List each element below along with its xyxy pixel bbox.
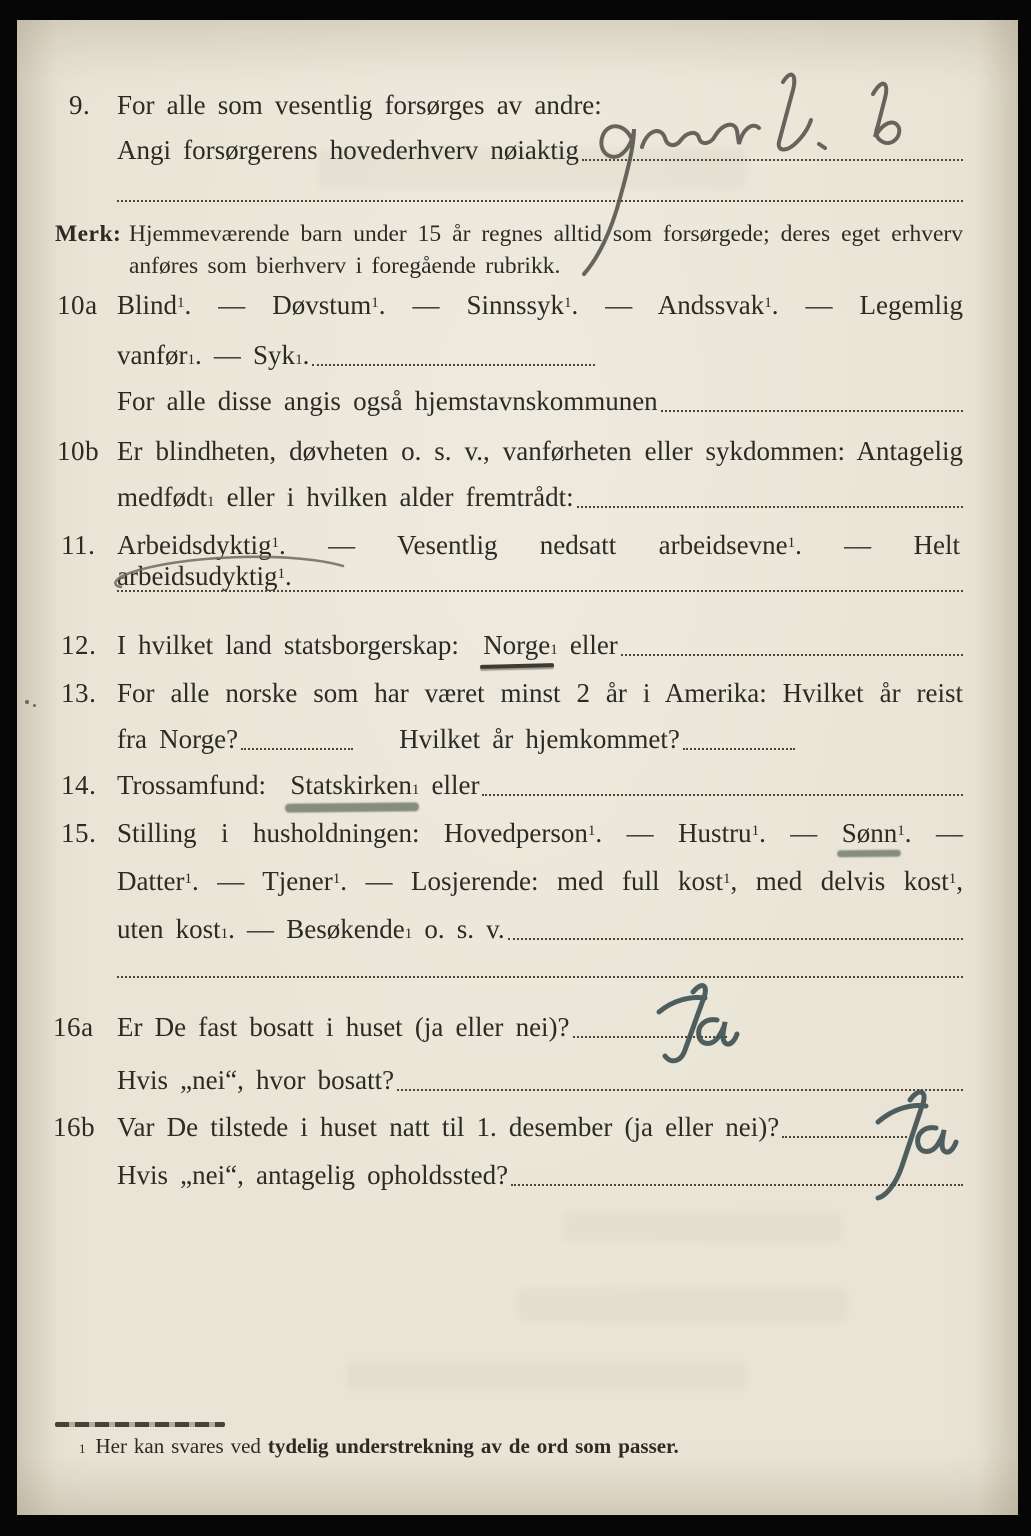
option-vanfor: vanfør [117,340,188,370]
footnote-text: Her kan svares ved [95,1434,268,1458]
q9-text: For alle som vesentlig forsørges av andre: [117,90,602,120]
q16a-text: Er De fast bosatt i huset (ja eller nei)? [117,1012,570,1042]
q13-fra-norge: fra Norge? [117,724,239,754]
question-number-10b: 10b [57,436,100,466]
footnote-marker: 1 [271,535,279,551]
q11-mid2: . — Helt arbeidsudyktig [117,530,960,591]
q16b-hvis-nei: Hvis „nei“, antagelig opholdssted? [117,1160,509,1190]
footnote-marker: 1 [184,871,192,887]
q10a-line1 [117,290,963,321]
option-statskirken-underlined: Statskirken [290,770,412,800]
footnote-divider [55,1422,225,1427]
footnote-marker: 1 [177,295,185,311]
merk-label: Merk: [55,221,122,247]
question-number-9: 9. [69,90,91,120]
q15-line2 [117,866,963,897]
bleed-through-smudge [562,1212,842,1242]
option-uten-kost: uten kost [117,914,221,944]
separator: . — [191,866,263,896]
option-sinnssyk: Sinnssyk [466,290,565,320]
separator: . — [771,290,860,320]
answer-line-year-left [241,747,353,750]
separator: . — [184,290,273,320]
bleed-through-smudge [517,1288,847,1322]
q16a-line2 [117,1065,963,1096]
q14-eller: eller [419,770,480,800]
q14-line1: Trossamfund: Statskirken 1 eller [117,770,963,801]
question-number-10a: 10a [57,290,98,320]
option-datter: Datter [117,866,185,896]
stray-pencil-mark [33,704,36,707]
option-arbeidsdyktig: Arbeidsdyktig [117,530,272,560]
option-legemlig: Legemlig [859,290,963,320]
q10b-line2: medfødt 1 eller i hvilken alder fremtrådt: [117,482,963,513]
answer-line-q10a [312,363,595,366]
handwritten-answer-ja-16a [629,978,744,1078]
question-number-16a: 16a [53,1012,94,1042]
q16b-line2 [117,1160,963,1191]
q15-line3: uten kost 1 . — Besøkende 1 o. s. v. [117,914,963,945]
q10a-line2: vanfør 1 . — Syk 1 . [117,340,595,371]
q16a-hvis-nei: Hvis „nei“, hvor bosatt? [117,1065,395,1095]
option-sonn-underlined: Sønn [841,818,898,848]
option-delvis-kost: , med delvis kost [730,866,949,896]
separator: . — [194,340,254,370]
comma: , [956,866,963,896]
q14-prompt: Trossamfund: [117,770,291,800]
question-number-11: 11. [61,530,96,560]
option-norge-underlined: Norge [483,630,551,660]
footnote-marker: 1 [587,823,596,839]
period: . [284,561,292,591]
answer-line-kommune [661,409,963,412]
q15-osv: o. s. v. [412,914,505,944]
footnote: 1 Her kan svares ved tydelig understrekning av de ord som passer. [79,1434,679,1458]
q10b-line1 [117,436,963,467]
q10a-line3 [117,386,963,417]
period: . [302,340,310,370]
footnote-marker: 1 [332,871,341,887]
bleed-through-smudge [347,1362,747,1390]
merk-text2: anføres som bierhverv i foregående rubrikk. [129,253,561,279]
q12-line1: I hvilket land statsborgerskap: Norge 1 eller [117,630,963,661]
question-number-15: 15. [61,818,97,848]
footnote-marker: 1 [277,566,285,582]
answer-line-q12 [621,653,963,656]
footnote-marker: 1 [722,871,731,887]
option-medfodt: medfødt [117,482,207,512]
q10a-kommune-prompt: For alle disse angis også hjemstavnskommunen [117,386,658,416]
option-hustru: Hustru [678,818,752,848]
answer-line-year-home [683,747,795,750]
q15-tail-dash: . — [904,818,963,848]
footnote-marker: 1 [751,823,760,839]
question-number-13: 13. [61,678,97,708]
merk-text1: Hjemmeværende barn under 15 år regnes alltid som forsørgede; deres eget erhverv [129,221,963,247]
q12-eller: eller [557,630,618,660]
answer-line-q10b [577,505,963,508]
footnote-marker: 1 [564,295,572,311]
q15-line1 [117,818,963,849]
option-blind: Blind [117,290,178,320]
option-syk: Syk [253,340,296,370]
question-number-12: 12. [61,630,97,660]
q13-hjemkommet: Hvilket år hjemkommet? [399,724,680,754]
answer-line-q15 [508,937,963,940]
q13-line1 [117,678,963,709]
separator: . — [378,290,467,320]
q12-prompt: I hvilket land statsborgerskap: [117,630,484,660]
answer-line-q14 [482,793,963,796]
footnote-marker: 1 [371,295,379,311]
q11-mid1: . — Vesentlig nedsatt arbeidsevne [279,530,788,560]
q16b-line1 [117,1112,907,1143]
q10b-text2: eller i hvilken alder fremtrådt: [214,482,574,512]
handwritten-answer-ja-16b [852,1082,967,1202]
blank-answer-line [117,580,963,592]
q13-line2 [117,724,963,755]
q16b-text: Var De tilstede i huset natt til 1. desember (ja eller nei)? [117,1112,780,1142]
option-besokende: . — Besøkende [228,914,405,944]
q13-text: For alle norske som har været minst 2 år i Amerika: Hvilket år reist [117,678,963,708]
footnote-marker: 1 [948,871,957,887]
blank-answer-line [117,966,963,978]
footnote-marker: 1 [787,535,796,551]
footnote-marker: 1 [897,823,905,839]
footnote-bold-text: tydelig understrekning av de ord som passer. [267,1434,679,1458]
q9-prompt: Angi forsørgerens hovederhverv nøiaktig [117,135,579,165]
q15-prompt: Stilling i husholdningen: Hovedperson [117,818,588,848]
separator: . — [571,290,658,320]
census-form-page [17,20,1018,1515]
separator: . — [340,866,411,896]
handwritten-answer-gaardbr [572,62,912,292]
option-losjerende-full-kost: Losjerende: med full kost [411,866,723,896]
option-dovstum: Døvstum [272,290,372,320]
footnote-marker: 1 [764,295,772,311]
stray-pencil-mark [25,700,29,704]
option-andssvak: Andssvak [657,290,765,320]
option-tjener: Tjener [262,866,333,896]
separator: . — [759,818,842,848]
q10b-text: Er blindheten, døvheten o. s. v., vanførheten eller sykdommen: Antagelig [117,436,963,466]
question-number-16b: 16b [53,1112,96,1142]
separator: . — [595,818,679,848]
question-number-14: 14. [61,770,97,800]
